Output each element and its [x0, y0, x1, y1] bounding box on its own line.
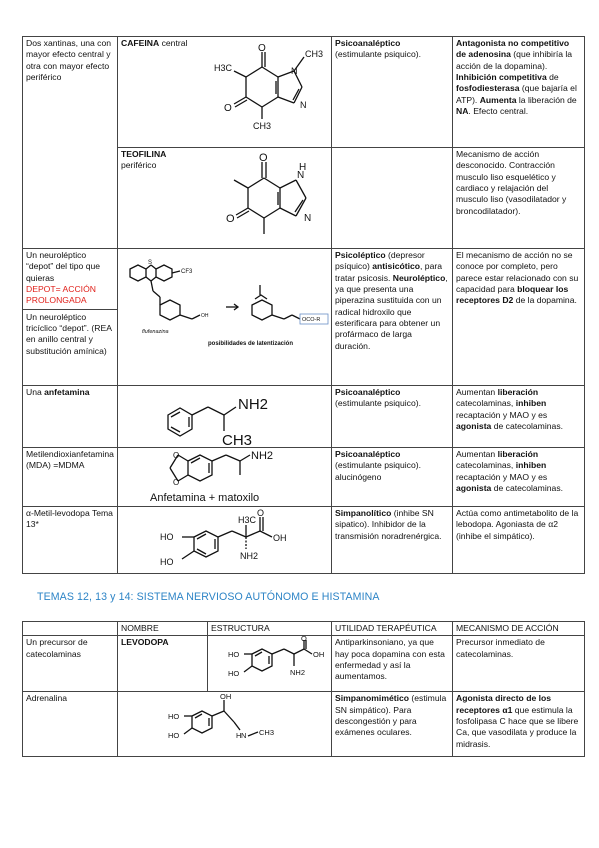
mech-text: Aumentan	[456, 449, 498, 459]
atom-label: H	[299, 162, 307, 173]
desc-highlight: DEPOT= ACCIÓN PROLONGADA	[26, 284, 96, 306]
row-description	[23, 386, 118, 448]
atom-label: OCO-R	[302, 317, 321, 323]
atom-label: O	[226, 213, 235, 225]
atom-label: H3C	[214, 63, 233, 73]
section-title: TEMAS 12, 13 y 14: SISTEMA NERVIOSO AUTÓNOMO E HISTAMINA	[37, 591, 380, 603]
mech-text: Mecanismo de acción desconocido. Contracción musculo liso esquelético y cardiaco y relajación del musculo liso (vasodilatador y broncodilatador).	[456, 149, 567, 216]
structure-cell-teofilina	[118, 148, 332, 249]
table-row	[23, 249, 585, 386]
utility-bold: Neuroléptico	[392, 272, 446, 283]
atom-label: NH2	[240, 551, 259, 561]
row-description	[23, 692, 118, 757]
atom-label: CH3	[259, 728, 275, 738]
mech-bold: Agonista directo de los receptores α1	[456, 693, 552, 715]
name-cell	[118, 636, 208, 692]
structure-cell-cafeina	[118, 37, 332, 148]
utility-cell	[332, 507, 453, 574]
atom-label: HO	[228, 669, 240, 679]
desc-text: Una	[26, 387, 45, 397]
table-row	[23, 448, 585, 507]
fluphenazine-structure	[120, 255, 330, 355]
atom-label: H	[236, 731, 242, 741]
table-row	[23, 636, 585, 692]
atom-label: O	[224, 103, 232, 114]
atom-label: N	[291, 66, 298, 76]
utility-bold: antisicótico	[372, 261, 421, 272]
desc-text: Un neuroléptico tricíclico “depot”. (REA en anillo central y substitución amínica)	[26, 311, 112, 356]
atom-label: O	[259, 152, 268, 164]
levodopa-structure	[208, 636, 332, 692]
drug-name-suffix: periférico	[121, 160, 157, 171]
atom-label: HO	[168, 731, 180, 741]
theophylline-structure	[216, 150, 326, 248]
atom-label: N	[297, 170, 305, 181]
desc-text: Un precursor de catecolaminas	[26, 637, 88, 659]
drug-name: TEOFILINA	[121, 149, 167, 159]
mech-bold: NA	[456, 106, 469, 117]
header-cell: UTILIDAD TERAPÉUTICA	[332, 622, 453, 636]
atom-label: CF3	[181, 269, 193, 275]
utility-cell	[332, 692, 453, 757]
mech-text: de	[546, 72, 559, 83]
mech-text: Aumentan	[456, 387, 498, 397]
structure-cell-anfetamina	[118, 386, 332, 448]
utility-text: , para tratar psicosis.	[335, 261, 443, 283]
utility-bold: Psicoléptico	[335, 250, 386, 260]
mech-bold: agonista	[456, 483, 492, 494]
utility-cell	[332, 249, 453, 386]
mechanism-cell	[453, 692, 585, 757]
atom-label: O	[173, 478, 180, 487]
atom-label: HO	[168, 712, 180, 722]
utility-cell	[332, 37, 453, 148]
atom-label: NH2	[290, 668, 306, 678]
utility-cell	[332, 386, 453, 448]
mechanism-cell	[453, 249, 585, 386]
utility-text: , ya que presenta una piperazina sustituida con un radical hidroxilo que esterificara para obtener un profármaco de larga duración.	[335, 272, 448, 351]
methyldopa-structure	[154, 507, 304, 573]
table-header-row	[23, 622, 585, 636]
mech-text: catecolaminas,	[456, 460, 516, 471]
utility-text: (inhibe SN sipatico). Inhibidor de la transmisión noradrenérgica.	[335, 508, 442, 541]
atom-label: HO	[160, 532, 174, 542]
mechanism-cell	[453, 507, 585, 574]
utility-text: (depresor psíquico)	[335, 250, 425, 272]
utility-cell	[332, 448, 453, 507]
adrenaline-structure	[158, 692, 332, 756]
mechanism-cell	[453, 386, 585, 448]
mech-text: recaptación y MAO y es	[456, 471, 548, 482]
utility-bold: Psicoanaléptico	[335, 38, 401, 48]
drug-name: CAFEINA	[121, 38, 160, 48]
drug-name: LEVODOPA	[121, 637, 169, 648]
structure-label: flufenazina	[142, 329, 169, 335]
desc-text: Metilendioxianfetamina (MDA) =MDMA	[26, 449, 114, 471]
mech-text: . Efecto central.	[468, 106, 529, 117]
structure-cell-flufenazina	[118, 249, 332, 386]
table-row	[23, 37, 585, 148]
drug-name-suffix: central	[159, 38, 188, 48]
row-description	[23, 636, 118, 692]
atom-label: HO	[160, 557, 174, 567]
table-row	[23, 386, 585, 448]
table-row	[23, 507, 585, 574]
utility-text: (estimula SN simpático). Para descongestión y para exámenes oculares.	[335, 693, 447, 738]
atom-label: CH3	[222, 432, 253, 447]
mech-text: que estimula la fosfolipasa C hace que se libere Ca, que vasodilata y produce la midrasis.	[456, 704, 579, 749]
mech-bold: fosfodiesterasa	[456, 83, 520, 94]
atom-label: OH	[220, 692, 232, 702]
structure-cell-adrenalina	[118, 692, 332, 757]
drug-table-1	[22, 36, 585, 574]
atom-label: O	[257, 508, 265, 518]
mech-bold: liberación	[497, 449, 539, 459]
atom-label: OH	[273, 533, 287, 543]
structure-caption: posibilidades de latentización	[208, 341, 294, 347]
utility-cell	[332, 148, 453, 249]
header-cell: MECANISMO DE ACCIÓN	[453, 622, 585, 636]
utility-text: (estimulante psiquico). alucinógeno	[335, 460, 421, 482]
mech-text: Precursor inmediato de catecolaminas.	[456, 637, 545, 659]
mechanism-cell	[453, 148, 585, 249]
desc-text: Un neuroléptico “depot” del tipo que quieras	[26, 250, 101, 283]
mech-text: catecolaminas,	[456, 398, 516, 409]
mech-bold: inhiben	[515, 460, 547, 471]
atom-label: CH3	[253, 121, 272, 131]
desc-text: Dos xantinas, una con mayor efecto central y otra con mayor efecto periférico	[26, 38, 112, 83]
mech-text: (que bajaría el ATP).	[456, 83, 577, 105]
atom-label: N	[241, 731, 247, 741]
utility-text: (estimulante psiquico).	[335, 49, 421, 60]
mech-text: (que inhibiría la acción de la dopamina).	[456, 49, 573, 71]
mech-bold: agonista	[456, 421, 492, 432]
utility-bold: Psicoanaléptico	[335, 449, 401, 459]
mech-text: de catecolaminas.	[491, 421, 563, 432]
desc-bold: anfetamina	[44, 387, 90, 397]
mech-bold: liberación	[497, 387, 539, 397]
mech-text: de la dopamina.	[513, 295, 577, 306]
table-row	[23, 692, 585, 757]
mech-text: recaptación y MAO y es	[456, 409, 548, 420]
header-cell	[23, 622, 118, 636]
utility-bold: Simpanomimético	[335, 693, 410, 704]
mech-bold: Antagonista no competitivo de adenosina	[456, 38, 570, 60]
header-cell: NOMBRE	[118, 622, 208, 636]
atom-label: HO	[228, 650, 240, 660]
header-cell: ESTRUCTURA	[208, 622, 332, 636]
mech-bold: Inhibición competitiva	[456, 72, 547, 83]
desc-text: Adrenalina	[26, 693, 68, 704]
mech-text: la liberación de	[516, 94, 577, 105]
amphetamine-structure	[158, 387, 308, 447]
atom-label: NH2	[251, 450, 274, 462]
utility-bold: Psicoanaléptico	[335, 387, 401, 397]
atom-label: H3C	[238, 515, 257, 525]
row-description	[23, 249, 118, 386]
row-description	[23, 37, 118, 249]
mech-bold: bloquear los receptores D2	[456, 284, 569, 306]
atom-label: OH	[313, 650, 325, 660]
structure-cell-metildopa	[118, 507, 332, 574]
utility-text: (estimulante psiquico).	[335, 398, 421, 409]
utility-cell	[332, 636, 453, 692]
mechanism-cell	[453, 37, 585, 148]
row-description	[23, 507, 118, 574]
mech-text: El mecanismo de acción no se conoce por completo, pero parece estar relacionado con su capacidad para	[456, 250, 579, 295]
structure-cell-levodopa	[208, 636, 332, 692]
atom-label: S	[148, 260, 153, 266]
mechanism-cell	[453, 448, 585, 507]
mech-bold: inhiben	[515, 398, 547, 409]
row-description	[23, 448, 118, 507]
structure-cell-mdma	[118, 448, 332, 507]
atom-label: O	[258, 43, 266, 54]
atom-label: O	[173, 451, 180, 460]
atom-label: OH	[201, 313, 209, 319]
mech-text: de catecolaminas.	[491, 483, 563, 494]
atom-label: O	[301, 636, 307, 644]
utility-text: Antiparkinsoniano, ya que hay poca dopamina con esta enfermedad y así la aumentamos.	[335, 637, 445, 682]
structure-caption: Anfetamina + matoxilo	[150, 492, 260, 504]
caffeine-structure	[210, 39, 330, 135]
mdma-structure	[148, 449, 318, 507]
atom-label: NH2	[238, 396, 269, 413]
desc-text: α-Metil-levodopa Tema 13*	[26, 508, 113, 530]
mech-bold: Aumenta	[479, 94, 517, 105]
mechanism-cell	[453, 636, 585, 692]
mech-text: Actúa como antimetabolito de la lebodopa. Agoniasta de α2 (inhibe el simpático).	[456, 508, 579, 541]
atom-label: N	[300, 100, 307, 110]
atom-label: CH3	[305, 49, 324, 59]
utility-bold: Simpanolítico	[335, 508, 392, 518]
drug-table-2	[22, 621, 585, 757]
atom-label: N	[304, 213, 312, 224]
